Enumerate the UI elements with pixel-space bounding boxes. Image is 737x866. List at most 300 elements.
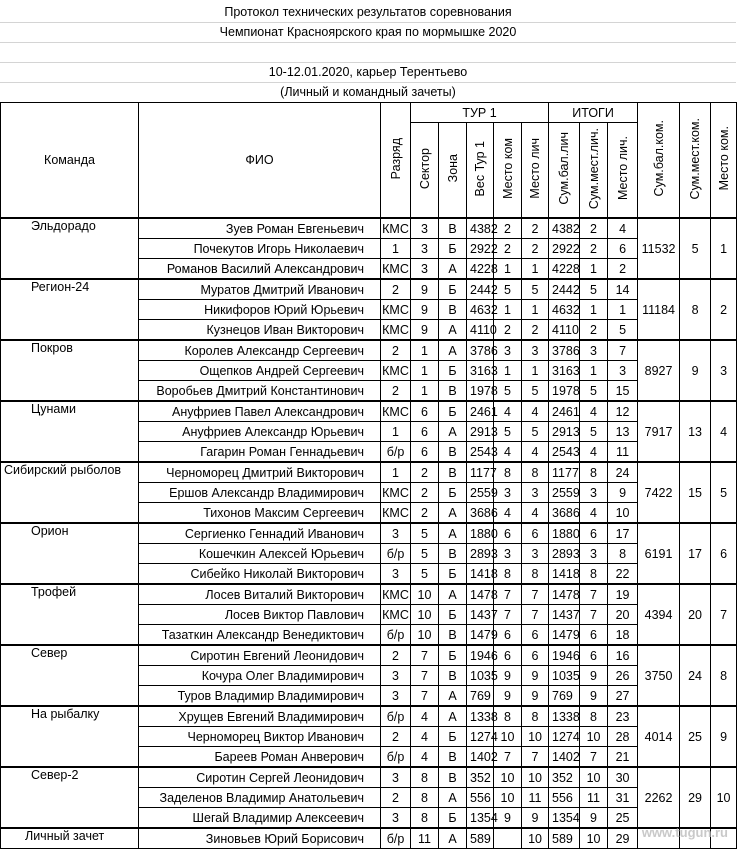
sum-places-cell: 11	[580, 788, 608, 808]
weight-cell: 1274	[467, 727, 494, 747]
place-final-cell: 2	[608, 259, 638, 280]
team-name-cell	[1, 523, 139, 584]
place-final-cell: 6	[608, 239, 638, 259]
team-points-cell: 3750	[638, 645, 680, 706]
sum-places-cell: 10	[580, 767, 608, 788]
participant-name: Ощепков Андрей Сергеевич	[139, 361, 381, 381]
participant-name: Сиротин Сергей Леонидович	[139, 767, 381, 788]
rank-cell: КМС	[381, 259, 411, 280]
place-final-cell: 27	[608, 686, 638, 707]
col-group-tour: ТУР 1	[411, 103, 549, 123]
team-place-cell: 3	[711, 340, 737, 401]
team-name-cell	[1, 340, 139, 401]
place-final-cell: 16	[608, 645, 638, 666]
sum-points-cell: 4632	[549, 300, 580, 320]
team-name-cell	[1, 767, 139, 828]
sum-points-cell: 4110	[549, 320, 580, 341]
sector-cell: 2	[411, 483, 439, 503]
team-name-cell	[1, 218, 139, 279]
team-name: Трофей	[31, 585, 77, 599]
participant-name: Хрущев Евгений Владимирович	[139, 706, 381, 727]
team-place-cell: 1	[711, 218, 737, 279]
place-final-cell: 3	[608, 361, 638, 381]
col-team: Команда	[1, 103, 139, 219]
col-fio: ФИО	[139, 103, 381, 219]
place-final-cell: 5	[608, 320, 638, 341]
participant-name: Никифоров Юрий Юрьевич	[139, 300, 381, 320]
weight-cell: 1437	[467, 605, 494, 625]
zone-cell: Б	[439, 727, 467, 747]
zone-cell: А	[439, 828, 467, 849]
weight-cell: 1946	[467, 645, 494, 666]
table-row	[1, 401, 737, 422]
team-name: На рыбалку	[31, 707, 100, 721]
sector-cell: 3	[411, 218, 439, 239]
zone-cell: А	[439, 584, 467, 605]
place-team-cell: 6	[494, 645, 522, 666]
participant-name: Зиновьев Юрий Борисович	[139, 828, 381, 849]
sum-places-cell: 2	[580, 218, 608, 239]
place-final-cell: 31	[608, 788, 638, 808]
team-name: Север-2	[31, 768, 79, 782]
col-place-personal: Место лич	[522, 123, 549, 219]
sector-cell: 10	[411, 584, 439, 605]
sum-places-cell: 6	[580, 645, 608, 666]
weight-cell: 3686	[467, 503, 494, 524]
sector-cell: 11	[411, 828, 439, 849]
zone-cell: В	[439, 442, 467, 463]
col-team-points: Сум.бал.ком.	[638, 103, 680, 219]
rank-cell: 2	[381, 340, 411, 361]
sector-cell: 7	[411, 645, 439, 666]
table-row	[1, 645, 737, 666]
rank-cell: 1	[381, 422, 411, 442]
team-name: Регион-24	[31, 280, 90, 294]
team-place-cell: 2	[711, 279, 737, 340]
participant-name: Шегай Владимир Алексеевич	[139, 808, 381, 829]
team-name-cell	[1, 584, 139, 645]
sum-points-cell: 1978	[549, 381, 580, 402]
zone-cell: А	[439, 259, 467, 280]
rank-cell: 3	[381, 564, 411, 585]
col-team-places: Сум.мест.ком.	[680, 103, 711, 219]
sector-cell: 1	[411, 340, 439, 361]
table-row	[1, 706, 737, 727]
zone-cell: Б	[439, 645, 467, 666]
rank-cell: б/р	[381, 544, 411, 564]
team-places-cell: 15	[680, 462, 711, 523]
col-sector: Сектор	[411, 123, 439, 219]
place-personal-cell: 3	[522, 544, 549, 564]
sum-places-cell: 6	[580, 523, 608, 544]
sector-cell: 1	[411, 381, 439, 402]
team-place-cell: 7	[711, 584, 737, 645]
place-team-cell: 4	[494, 442, 522, 463]
rank-cell: 2	[381, 279, 411, 300]
sum-places-cell: 1	[580, 361, 608, 381]
team-place-cell: 9	[711, 706, 737, 767]
sum-places-cell: 3	[580, 483, 608, 503]
place-final-cell: 24	[608, 462, 638, 483]
sum-places-cell: 5	[580, 381, 608, 402]
weight-cell: 556	[467, 788, 494, 808]
sum-points-cell: 4382	[549, 218, 580, 239]
place-personal-cell: 10	[522, 828, 549, 849]
sector-cell: 9	[411, 320, 439, 341]
place-personal-cell: 2	[522, 320, 549, 341]
zone-cell: А	[439, 422, 467, 442]
sum-points-cell: 2559	[549, 483, 580, 503]
zone-cell: В	[439, 218, 467, 239]
team-points-cell: 7422	[638, 462, 680, 523]
place-final-cell: 21	[608, 747, 638, 768]
rank-cell: КМС	[381, 361, 411, 381]
place-team-cell: 7	[494, 584, 522, 605]
zone-cell: Б	[439, 483, 467, 503]
team-name-cell	[1, 706, 139, 767]
rank-cell: КМС	[381, 605, 411, 625]
rank-cell: 2	[381, 645, 411, 666]
sector-cell: 2	[411, 462, 439, 483]
place-team-cell: 10	[494, 788, 522, 808]
sum-places-cell: 10	[580, 828, 608, 849]
place-team-cell: 7	[494, 747, 522, 768]
sum-points-cell: 1418	[549, 564, 580, 585]
participant-name: Муратов Дмитрий Иванович	[139, 279, 381, 300]
zone-cell: Б	[439, 605, 467, 625]
weight-cell: 2893	[467, 544, 494, 564]
participant-name: Черноморец Дмитрий Викторович	[139, 462, 381, 483]
protocol-title: Протокол технических результатов соревнования	[224, 5, 512, 19]
team-places-cell: 9	[680, 340, 711, 401]
personal-label: Личный зачет	[1, 828, 139, 849]
zone-cell: В	[439, 666, 467, 686]
participant-name: Воробьев Дмитрий Константинович	[139, 381, 381, 402]
team-places-cell: 8	[680, 279, 711, 340]
weight-cell: 769	[467, 686, 494, 707]
participant-name: Ершов Александр Владимирович	[139, 483, 381, 503]
sum-points-cell: 2922	[549, 239, 580, 259]
weight-cell: 4228	[467, 259, 494, 280]
zone-cell: А	[439, 340, 467, 361]
place-final-cell: 9	[608, 483, 638, 503]
col-sum-places: Сум.мест.лич.	[580, 123, 608, 219]
place-final-cell: 29	[608, 828, 638, 849]
sum-places-cell: 4	[580, 503, 608, 524]
rank-cell: б/р	[381, 747, 411, 768]
team-name: Покров	[31, 341, 73, 355]
participant-name: Ануфриев Павел Александрович	[139, 401, 381, 422]
team-points-cell: 11184	[638, 279, 680, 340]
zone-cell: А	[439, 788, 467, 808]
weight-cell: 2913	[467, 422, 494, 442]
zone-cell: В	[439, 381, 467, 402]
table-row	[1, 523, 737, 544]
rank-cell: 3	[381, 808, 411, 829]
sum-places-cell: 6	[580, 625, 608, 646]
sector-cell: 10	[411, 625, 439, 646]
col-weight: Вес Тур 1	[467, 123, 494, 219]
rank-cell: 2	[381, 788, 411, 808]
team-name-cell	[1, 279, 139, 340]
team-places-cell: 17	[680, 523, 711, 584]
sector-cell: 10	[411, 605, 439, 625]
place-final-cell: 12	[608, 401, 638, 422]
sum-points-cell: 352	[549, 767, 580, 788]
table-row	[1, 218, 737, 239]
sum-points-cell: 1274	[549, 727, 580, 747]
place-team-cell: 10	[494, 767, 522, 788]
team-points-cell: 4014	[638, 706, 680, 767]
place-personal-cell: 1	[522, 361, 549, 381]
place-personal-cell: 2	[522, 218, 549, 239]
team-place-cell: 6	[711, 523, 737, 584]
place-final-cell: 7	[608, 340, 638, 361]
place-final-cell: 14	[608, 279, 638, 300]
zone-cell: А	[439, 686, 467, 707]
place-team-cell: 8	[494, 564, 522, 585]
place-personal-cell: 9	[522, 808, 549, 829]
sum-places-cell: 8	[580, 564, 608, 585]
team-name-cell	[1, 645, 139, 706]
sector-cell: 6	[411, 442, 439, 463]
table-row	[1, 584, 737, 605]
sector-cell: 4	[411, 747, 439, 768]
weight-cell: 1479	[467, 625, 494, 646]
place-team-cell: 1	[494, 259, 522, 280]
participant-name: Лосев Виктор Павлович	[139, 605, 381, 625]
place-team-cell: 7	[494, 605, 522, 625]
sector-cell: 2	[411, 503, 439, 524]
place-team-cell: 9	[494, 666, 522, 686]
place-personal-cell: 6	[522, 523, 549, 544]
sum-places-cell: 1	[580, 300, 608, 320]
sector-cell: 4	[411, 727, 439, 747]
sum-places-cell: 7	[580, 584, 608, 605]
weight-cell: 4382	[467, 218, 494, 239]
place-final-cell: 28	[608, 727, 638, 747]
team-name-cell: Сибирский рыболов	[1, 462, 139, 523]
sum-places-cell: 7	[580, 605, 608, 625]
sector-cell: 9	[411, 300, 439, 320]
place-team-cell: 3	[494, 340, 522, 361]
weight-cell: 1177	[467, 462, 494, 483]
zone-cell: А	[439, 706, 467, 727]
zone-cell: Б	[439, 279, 467, 300]
sum-points-cell: 3686	[549, 503, 580, 524]
sector-cell: 7	[411, 666, 439, 686]
col-place-final: Место лич.	[608, 123, 638, 219]
sector-cell: 6	[411, 422, 439, 442]
sum-points-cell: 589	[549, 828, 580, 849]
team-place-cell: 8	[711, 645, 737, 706]
zone-cell: А	[439, 503, 467, 524]
sum-places-cell: 8	[580, 706, 608, 727]
place-personal-cell: 5	[522, 422, 549, 442]
sum-points-cell: 1035	[549, 666, 580, 686]
place-team-cell: 9	[494, 686, 522, 707]
sector-cell: 5	[411, 523, 439, 544]
place-personal-cell: 7	[522, 584, 549, 605]
sum-places-cell: 2	[580, 239, 608, 259]
sum-places-cell: 5	[580, 279, 608, 300]
rank-cell: КМС	[381, 503, 411, 524]
zone-cell: В	[439, 300, 467, 320]
sum-places-cell: 7	[580, 747, 608, 768]
rank-cell: КМС	[381, 401, 411, 422]
team-points-cell: 4394	[638, 584, 680, 645]
sum-points-cell: 3163	[549, 361, 580, 381]
team-name: Орион	[31, 524, 69, 538]
team-name: Эльдорадо	[31, 219, 96, 233]
team-points-cell: 11532	[638, 218, 680, 279]
weight-cell: 1478	[467, 584, 494, 605]
rank-cell: 1	[381, 462, 411, 483]
rank-cell: 2	[381, 727, 411, 747]
table-row	[1, 279, 737, 300]
sum-places-cell: 9	[580, 666, 608, 686]
place-final-cell: 30	[608, 767, 638, 788]
place-personal-cell: 4	[522, 401, 549, 422]
zone-cell: Б	[439, 808, 467, 829]
place-personal-cell: 5	[522, 279, 549, 300]
place-personal-cell: 4	[522, 503, 549, 524]
weight-cell: 1418	[467, 564, 494, 585]
team-places-cell: 29	[680, 767, 711, 828]
sector-cell: 9	[411, 279, 439, 300]
results-table	[0, 102, 737, 849]
place-final-cell: 18	[608, 625, 638, 646]
place-final-cell: 13	[608, 422, 638, 442]
place-personal-cell: 6	[522, 645, 549, 666]
col-team-place: Место ком.	[711, 103, 737, 219]
team-name: Север	[31, 646, 68, 660]
weight-cell: 2543	[467, 442, 494, 463]
participant-name: Королев Александр Сергеевич	[139, 340, 381, 361]
place-personal-cell: 1	[522, 259, 549, 280]
sum-places-cell: 9	[580, 808, 608, 829]
sector-cell: 4	[411, 706, 439, 727]
place-final-cell: 17	[608, 523, 638, 544]
sum-places-cell: 10	[580, 727, 608, 747]
personal-row	[1, 828, 737, 849]
weight-cell: 1978	[467, 381, 494, 402]
zone-cell: В	[439, 544, 467, 564]
sector-cell: 8	[411, 788, 439, 808]
place-team-cell: 6	[494, 523, 522, 544]
rank-cell: КМС	[381, 300, 411, 320]
rank-cell: КМС	[381, 584, 411, 605]
team-name-cell	[1, 401, 139, 462]
participant-name: Зуев Роман Евгеньевич	[139, 218, 381, 239]
place-personal-cell: 3	[522, 483, 549, 503]
weight-cell: 1035	[467, 666, 494, 686]
table-row	[1, 462, 737, 483]
place-personal-cell: 2	[522, 239, 549, 259]
place-personal-cell: 3	[522, 340, 549, 361]
rank-cell: б/р	[381, 625, 411, 646]
place-team-cell: 4	[494, 401, 522, 422]
place-team-cell: 2	[494, 218, 522, 239]
zone-cell: Б	[439, 361, 467, 381]
place-personal-cell: 4	[522, 442, 549, 463]
place-personal-cell: 7	[522, 747, 549, 768]
team-name: Цунами	[31, 402, 76, 416]
sum-points-cell: 556	[549, 788, 580, 808]
weight-cell: 4632	[467, 300, 494, 320]
zone-cell: Б	[439, 401, 467, 422]
col-place-team: Место ком	[494, 123, 522, 219]
sum-points-cell: 2543	[549, 442, 580, 463]
team-points-cell: 6191	[638, 523, 680, 584]
place-team-cell: 5	[494, 279, 522, 300]
rank-cell: КМС	[381, 218, 411, 239]
place-final-cell: 22	[608, 564, 638, 585]
team-place-cell: 5	[711, 462, 737, 523]
participant-name: Сибейко Николай Викторович	[139, 564, 381, 585]
zone-cell: Б	[439, 239, 467, 259]
col-zone: Зона	[439, 123, 467, 219]
col-sum-points: Сум.бал.лич	[549, 123, 580, 219]
sum-points-cell: 1946	[549, 645, 580, 666]
participant-name: Туров Владимир Владимирович	[139, 686, 381, 707]
place-team-cell: 9	[494, 808, 522, 829]
participant-name: Сиротин Евгений Леонидович	[139, 645, 381, 666]
place-personal-cell: 6	[522, 625, 549, 646]
sector-cell: 7	[411, 686, 439, 707]
participant-name: Тазаткин Александр Венедиктович	[139, 625, 381, 646]
place-personal-cell: 8	[522, 462, 549, 483]
participant-name: Кузнецов Иван Викторович	[139, 320, 381, 341]
weight-cell: 2922	[467, 239, 494, 259]
sum-places-cell: 8	[580, 462, 608, 483]
zone-cell: Б	[439, 564, 467, 585]
place-team-cell: 3	[494, 483, 522, 503]
participant-name: Ануфриев Александр Юрьевич	[139, 422, 381, 442]
sum-places-cell: 1	[580, 259, 608, 280]
participant-name: Кочура Олег Владимирович	[139, 666, 381, 686]
place-final-cell: 23	[608, 706, 638, 727]
place-personal-cell: 7	[522, 605, 549, 625]
place-personal-cell: 10	[522, 767, 549, 788]
place-final-cell: 19	[608, 584, 638, 605]
weight-cell: 2461	[467, 401, 494, 422]
place-personal-cell: 8	[522, 706, 549, 727]
sum-places-cell: 3	[580, 544, 608, 564]
participant-name: Черноморец Виктор Иванович	[139, 727, 381, 747]
rank-cell: 3	[381, 686, 411, 707]
col-group-totals: ИТОГИ	[549, 103, 638, 123]
participant-name: Тихонов Максим Сергеевич	[139, 503, 381, 524]
participant-name: Гагарин Роман Геннадьевич	[139, 442, 381, 463]
rank-cell: 3	[381, 523, 411, 544]
place-team-cell: 6	[494, 625, 522, 646]
participant-name: Романов Василий Александрович	[139, 259, 381, 280]
place-team-cell: 1	[494, 361, 522, 381]
event-scoring-type: (Личный и командный зачеты)	[280, 85, 456, 99]
sector-cell: 6	[411, 401, 439, 422]
rank-cell: б/р	[381, 706, 411, 727]
place-personal-cell: 10	[522, 727, 549, 747]
rank-cell: б/р	[381, 828, 411, 849]
sector-cell: 5	[411, 564, 439, 585]
sector-cell: 3	[411, 259, 439, 280]
team-places-cell: 25	[680, 706, 711, 767]
place-final-cell: 20	[608, 605, 638, 625]
place-team-cell: 8	[494, 462, 522, 483]
sum-points-cell: 1437	[549, 605, 580, 625]
rank-cell: 1	[381, 239, 411, 259]
